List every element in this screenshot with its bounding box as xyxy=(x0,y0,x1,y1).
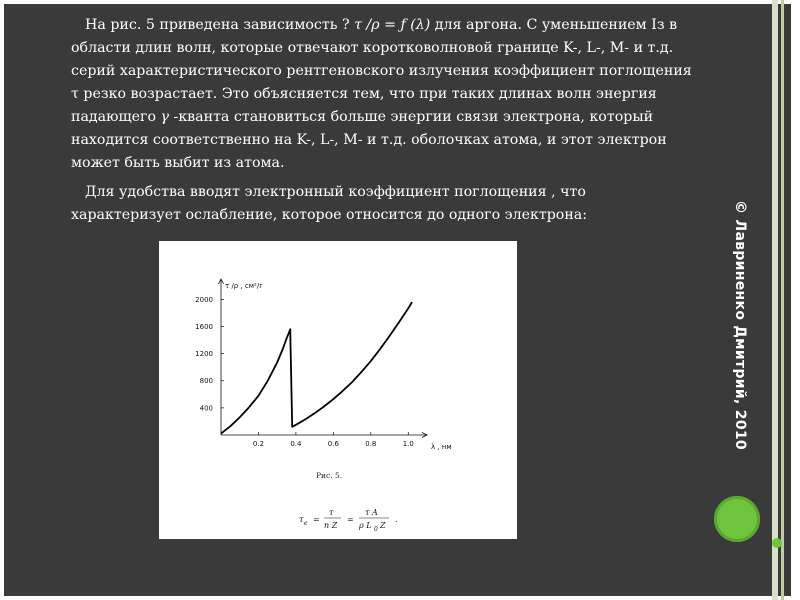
y-axis-label: τ /ρ , см²/г xyxy=(225,282,263,290)
chart-series xyxy=(221,302,412,434)
figure-image xyxy=(159,241,517,539)
formula-lhs-subscript: e xyxy=(304,520,308,527)
slide-margin xyxy=(793,0,800,600)
y-tick-label: 2000 xyxy=(195,295,213,304)
y-tick-label: 800 xyxy=(199,377,213,386)
y-tick-label: 1200 xyxy=(195,350,213,359)
figure-caption: Рис. 5. xyxy=(316,471,343,480)
absorption-chart xyxy=(159,241,517,539)
decorative-stripe-inner xyxy=(781,0,784,600)
paragraph-1 xyxy=(71,14,696,175)
formula-lhs: τ xyxy=(299,515,304,524)
y-tick-label: 400 xyxy=(199,404,213,413)
x-tick-label: 0.2 xyxy=(252,440,265,448)
gamma-symbol: γ xyxy=(160,109,170,125)
formula-denominator-2-subscript: 0 xyxy=(374,526,378,533)
formula-denominator-2: ρ L xyxy=(359,521,372,530)
formula-period: . xyxy=(395,515,398,524)
formula-denominator-1: n Z xyxy=(324,521,338,530)
y-tick-label: 1600 xyxy=(195,322,213,331)
decorative-stripe xyxy=(772,0,778,600)
formula-numerator-2: τ A xyxy=(365,508,378,517)
body-text xyxy=(71,14,696,227)
x-axis-label: λ , нм xyxy=(431,443,452,451)
formula-equals-1: = xyxy=(313,515,320,524)
chart-ticks xyxy=(195,296,414,448)
x-tick-label: 0.6 xyxy=(327,440,339,448)
decorative-dot xyxy=(772,538,782,548)
formula-numerator-1: τ xyxy=(329,508,334,517)
formula-equals-2: = xyxy=(347,515,354,524)
chart-axes xyxy=(219,279,428,438)
x-tick-label: 0.8 xyxy=(365,440,377,448)
formula-denominator-2-tail: Z xyxy=(380,521,386,530)
author-credit xyxy=(720,200,760,450)
paragraph-1-middle: для аргона. С уменьшением Iз в области длин волн, которые отвечают коротковолновой границе K-, L-, M- и т.д. серий характеристического рентгеновского излучения коэффициент поглощения τ резко возрастает. Это объясняется тем, что при таких длинах волн энергия падающего xyxy=(71,17,692,125)
x-tick-label: 1.0 xyxy=(402,440,414,448)
paragraph-1-start: На рис. 5 приведена зависимость ? xyxy=(85,17,355,33)
electron-coefficient-formula xyxy=(299,508,398,533)
decorative-circle xyxy=(714,496,760,542)
paragraph-1-end: -кванта становиться больше энергии связи электрона, который находится соответственно на K-, L-, M- и т.д. оболочках атома, и этот электрон может быть выбит из атома. xyxy=(71,109,667,171)
paragraph-2: Для удобства вводят электронный коэффициент поглощения , что характеризует ослабление, которое относится до одного электрона: xyxy=(71,184,588,223)
inline-formula: τ /ρ = ƒ (λ) xyxy=(354,17,431,33)
absorption-curve xyxy=(221,302,412,434)
author-credit-text: © Лавриненко Дмитрий, 2010 xyxy=(732,200,748,450)
x-tick-label: 0.4 xyxy=(290,440,302,448)
